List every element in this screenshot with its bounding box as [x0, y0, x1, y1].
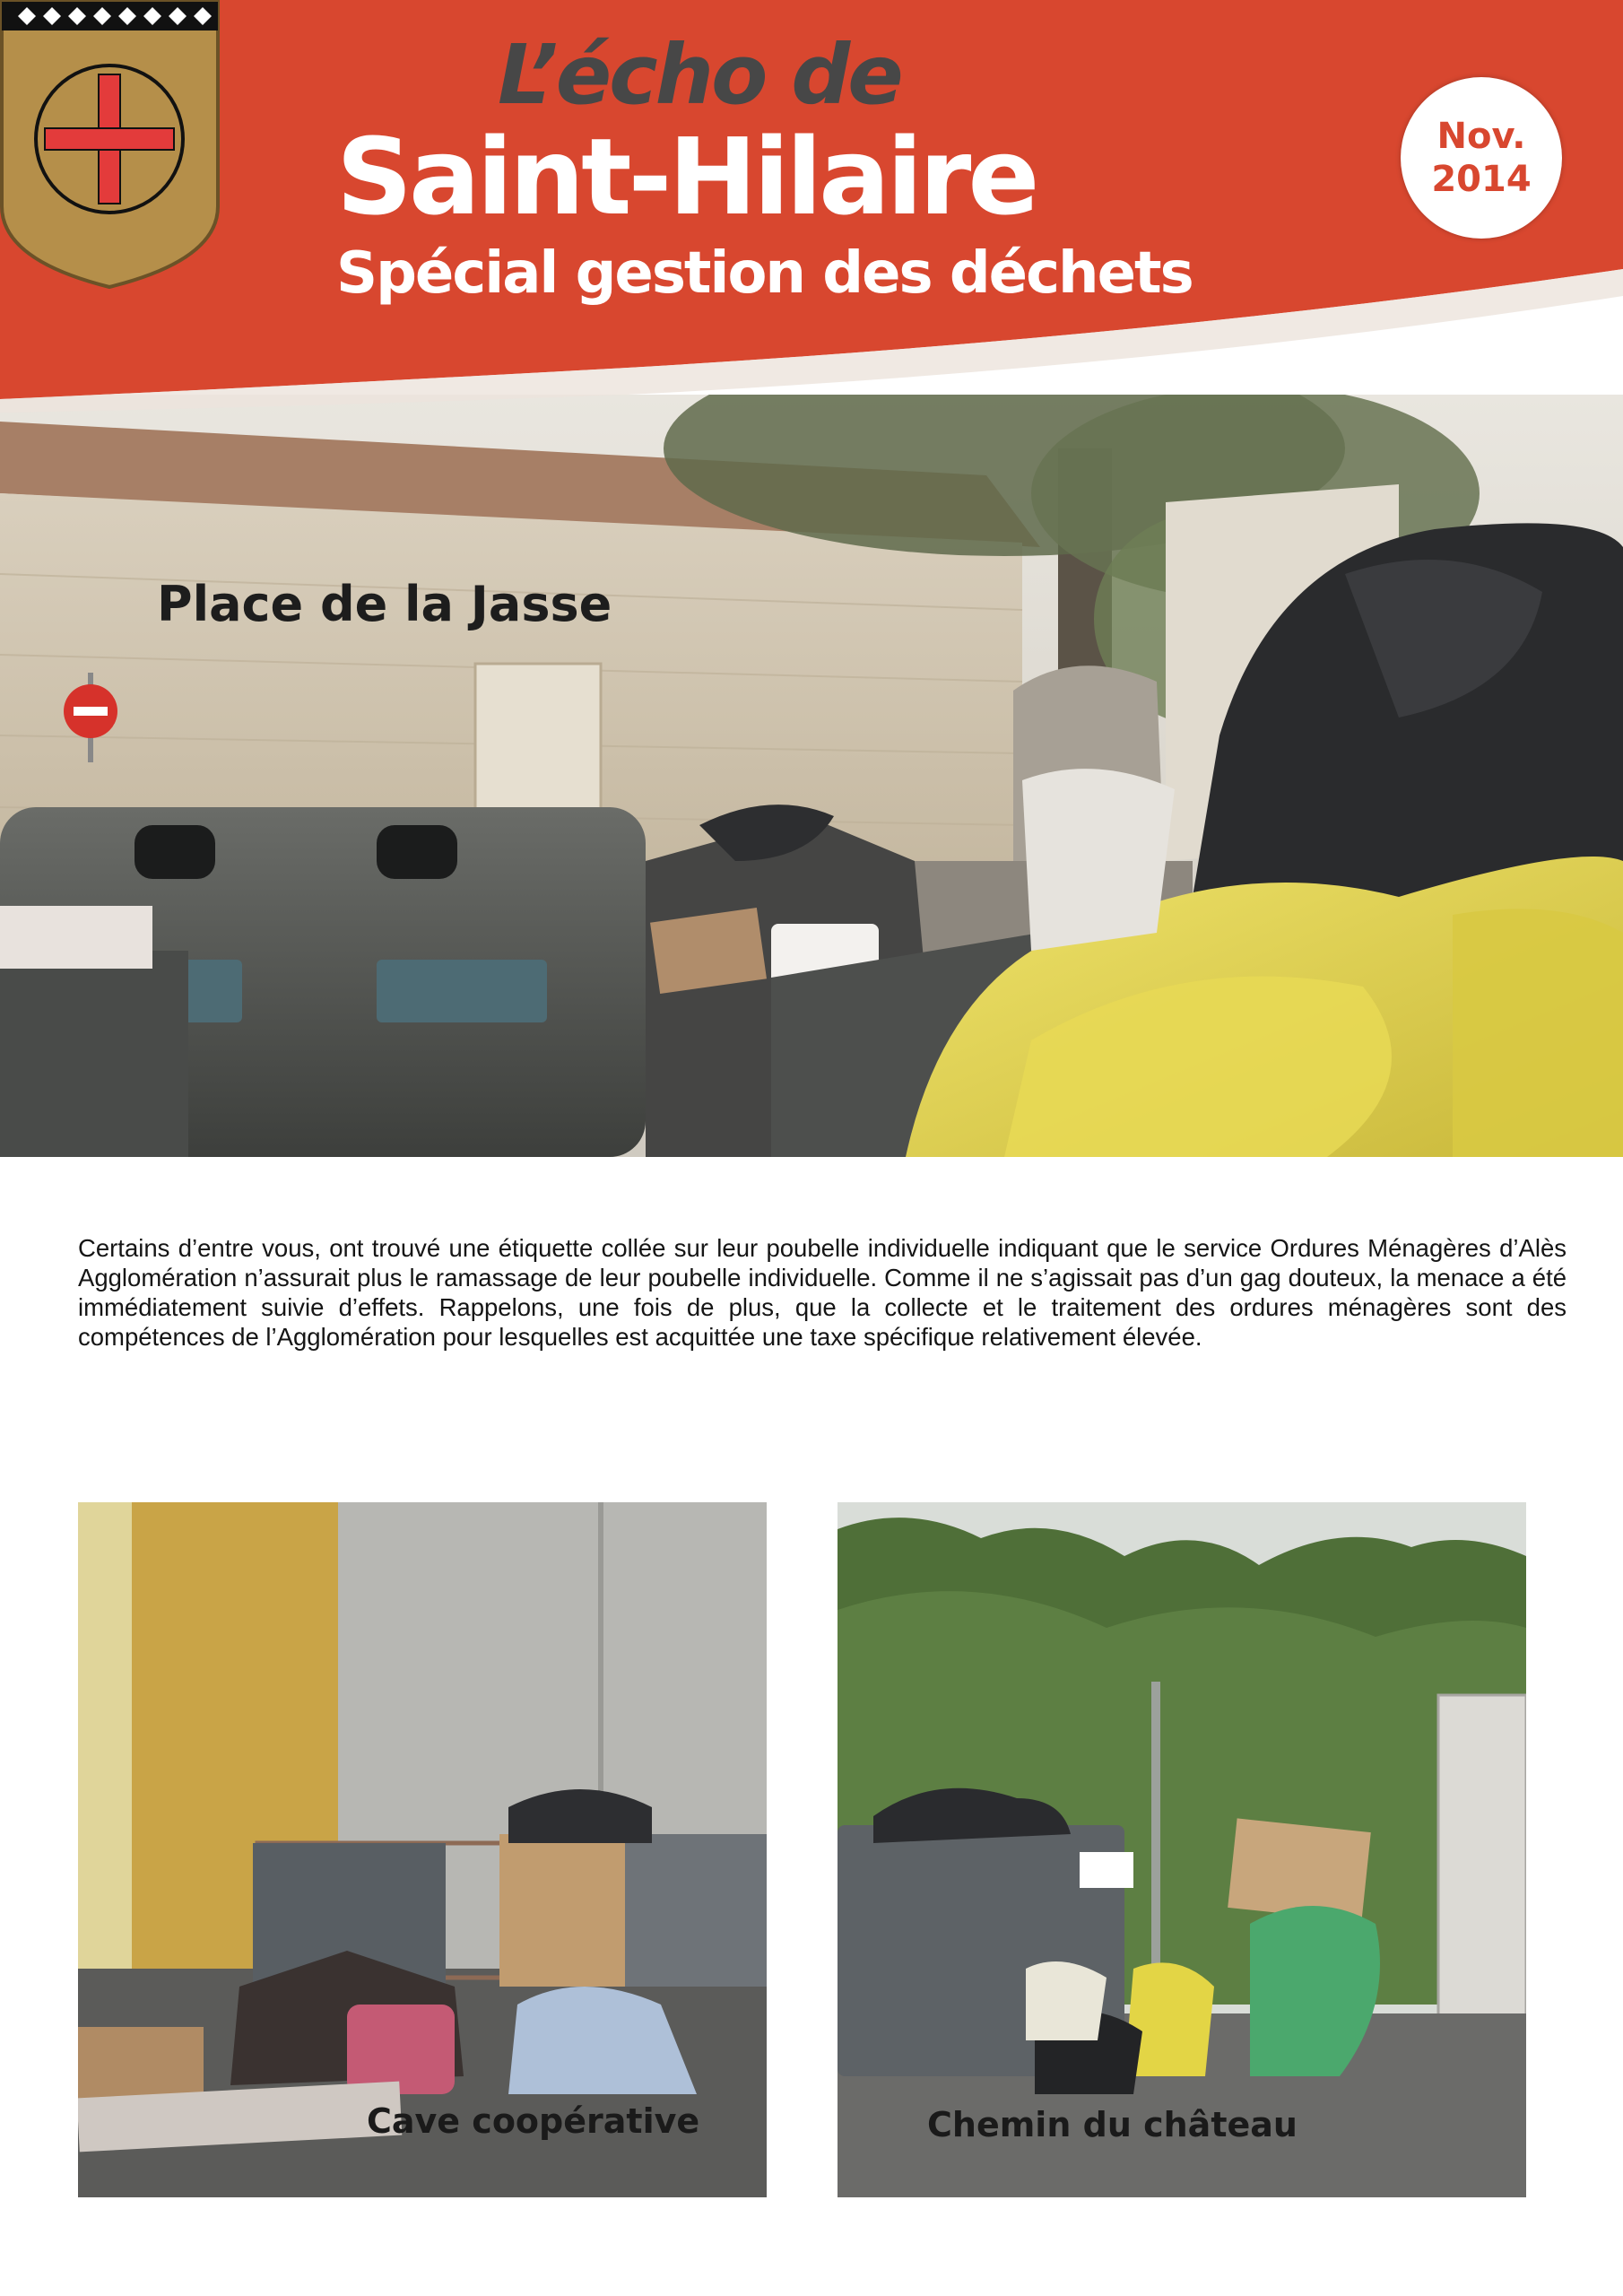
date-badge — [1401, 77, 1562, 239]
photo-left-illustration — [78, 1502, 767, 2197]
title-line-2: Saint-Hilaire — [336, 115, 1037, 239]
masthead — [0, 0, 1623, 413]
shield-crest-icon — [0, 0, 220, 291]
title-line-1: L’écho de — [498, 27, 901, 123]
intro-paragraph: Certains d’entre vous, ont trouvé une étiquette collée sur leur poubelle individuelle indiquant que le service Ordures Ménagères d’Alès Agglomération n’assurait plus le ramassage de leur poubelle individuelle. Comme il ne s’agissait pas d’un gag douteux, la menace a été immédiatement suivie d’effets. Rappelons, une fois de plus, que la collecte et le traitement des ordures ménagères sont des compétences de l’Agglomération pour lesquelles est acquittée une taxe spécifique relativement élevée. — [78, 1234, 1567, 1351]
hero-illustration — [0, 395, 1623, 1157]
photo-right-illustration — [838, 1502, 1526, 2197]
date-year: 2014 — [1431, 159, 1532, 200]
photo-right-caption: Chemin du château — [927, 2105, 1298, 2144]
photo-chemin-du-chateau — [838, 1502, 1526, 2197]
photo-left-caption: Cave coopérative — [367, 2101, 700, 2141]
title-line-3: Spécial gestion des déchets — [336, 240, 1193, 307]
date-month: Nov. — [1436, 116, 1526, 157]
hero-photo — [0, 395, 1623, 1157]
hero-caption: Place de la Jasse — [157, 576, 612, 632]
photo-cave-cooperative — [78, 1502, 767, 2197]
